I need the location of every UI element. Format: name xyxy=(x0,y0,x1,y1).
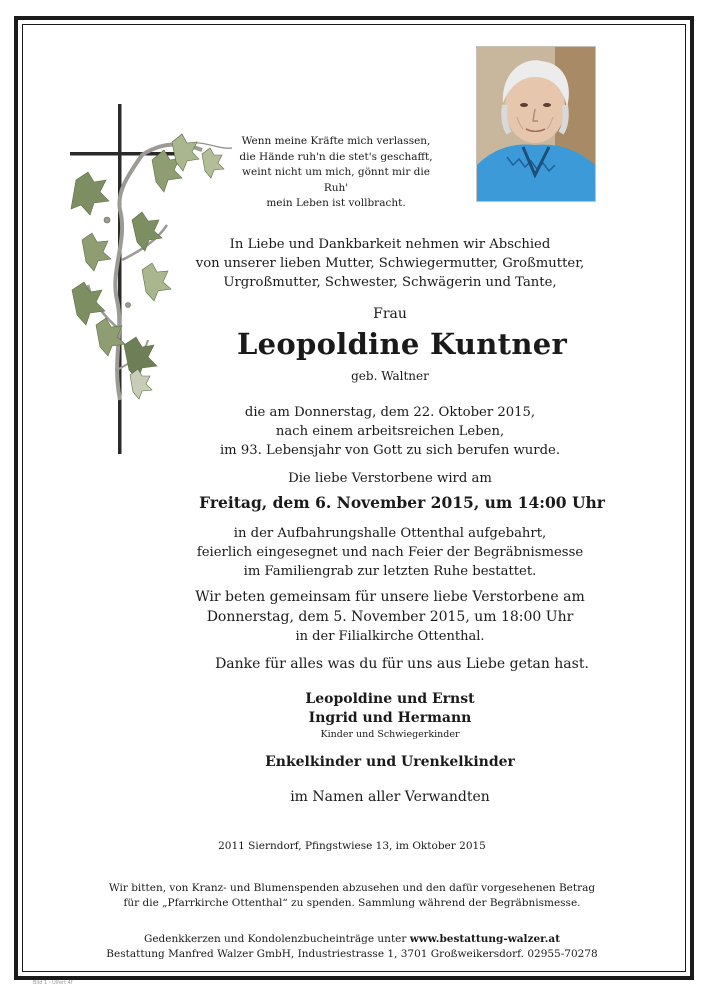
mourner-relation: Kinder und Schwiegerkinder xyxy=(320,729,460,740)
donation-note xyxy=(40,881,664,911)
death-info xyxy=(130,403,650,460)
death-line: im 93. Lebensjahr von Gott zu sich berufen wurde. xyxy=(219,443,561,458)
prayer-info xyxy=(130,587,650,647)
portrait-photo xyxy=(476,46,596,202)
intro-line: In Liebe und Dankbarkeit nehmen wir Abschied xyxy=(229,237,551,252)
intro-line: von unserer lieben Mutter, Schwiegermutter, Großmutter, xyxy=(195,256,585,271)
intro-text xyxy=(130,235,650,292)
funeral-detail-line: feierlich eingesegnet und nach Feier der Begräbnismesse xyxy=(196,545,584,560)
poem-line: mein Leben ist vollbracht. xyxy=(266,197,406,209)
footer xyxy=(40,932,664,962)
condolence-line xyxy=(40,932,664,947)
portrait-photo-drawing xyxy=(477,47,595,201)
thanks-line: Danke für alles was du für uns aus Liebe getan hast. xyxy=(215,656,589,672)
funeral-intro: Die liebe Verstorbene wird am xyxy=(288,471,492,486)
poem-line: Wenn meine Kräfte mich verlassen, xyxy=(241,135,431,147)
company-line: Bestattung Manfred Walzer GmbH, Industriestrasse 1, 3701 Großweikersdorf. 02955-70278 xyxy=(106,948,598,960)
donation-line: Wir bitten, von Kranz- und Blumenspenden abzusehen und den dafür vorgesehenen Betrag xyxy=(108,882,596,894)
birth-name: geb. Waltner xyxy=(351,369,429,383)
mourner-line-2: Ingrid und Hermann xyxy=(308,710,472,726)
relatives-line: im Namen aller Verwandten xyxy=(290,789,490,805)
website-link[interactable]: www.bestattung-walzer.at xyxy=(409,933,561,945)
funeral-details xyxy=(130,524,650,581)
salutation: Frau xyxy=(373,306,407,322)
place-date: 2011 Sierndorf, Pfingstwiese 13, im Oktober 2015 xyxy=(218,840,486,852)
intro-line: Urgroßmutter, Schwester, Schwägerin und Tante, xyxy=(223,275,557,290)
donation-line: für die „Pfarrkirche Ottenthal“ zu spenden. Sammlung während der Begräbnismesse. xyxy=(123,897,581,909)
prayer-line: Wir beten gemeinsam für unsere liebe Verstorbene am xyxy=(195,589,585,605)
prayer-line: Donnerstag, dem 5. November 2015, um 18:00 Uhr xyxy=(206,609,574,625)
death-line: nach einem arbeitsreichen Leben, xyxy=(275,424,505,439)
poem-line: weint nicht um mich, gönnt mir die Ruh' xyxy=(242,166,430,194)
funeral-detail-line: im Familiengrab zur letzten Ruhe bestattet. xyxy=(243,564,537,579)
deceased-name: Leopoldine Kuntner xyxy=(236,327,568,361)
poem-line: die Hände ruh'n die stet's geschafft, xyxy=(239,150,433,163)
death-line: die am Donnerstag, dem 22. Oktober 2015, xyxy=(244,405,536,420)
condolence-prefix: Gedenkkerzen und Kondolenzbucheinträge unter xyxy=(143,933,410,945)
mourner-line-1: Leopoldine und Ernst xyxy=(305,691,475,707)
print-code: Bild 1 - Ulfert 4f xyxy=(33,980,73,986)
prayer-line: in der Filialkirche Ottenthal. xyxy=(295,629,485,644)
funeral-detail-line: in der Aufbahrungshalle Ottenthal aufgebahrt, xyxy=(233,526,547,541)
grandchildren-line: Enkelkinder und Urenkelkinder xyxy=(265,754,515,770)
funeral-date: Freitag, dem 6. November 2015, um 14:00 Uhr xyxy=(199,493,605,512)
poem xyxy=(236,134,436,212)
